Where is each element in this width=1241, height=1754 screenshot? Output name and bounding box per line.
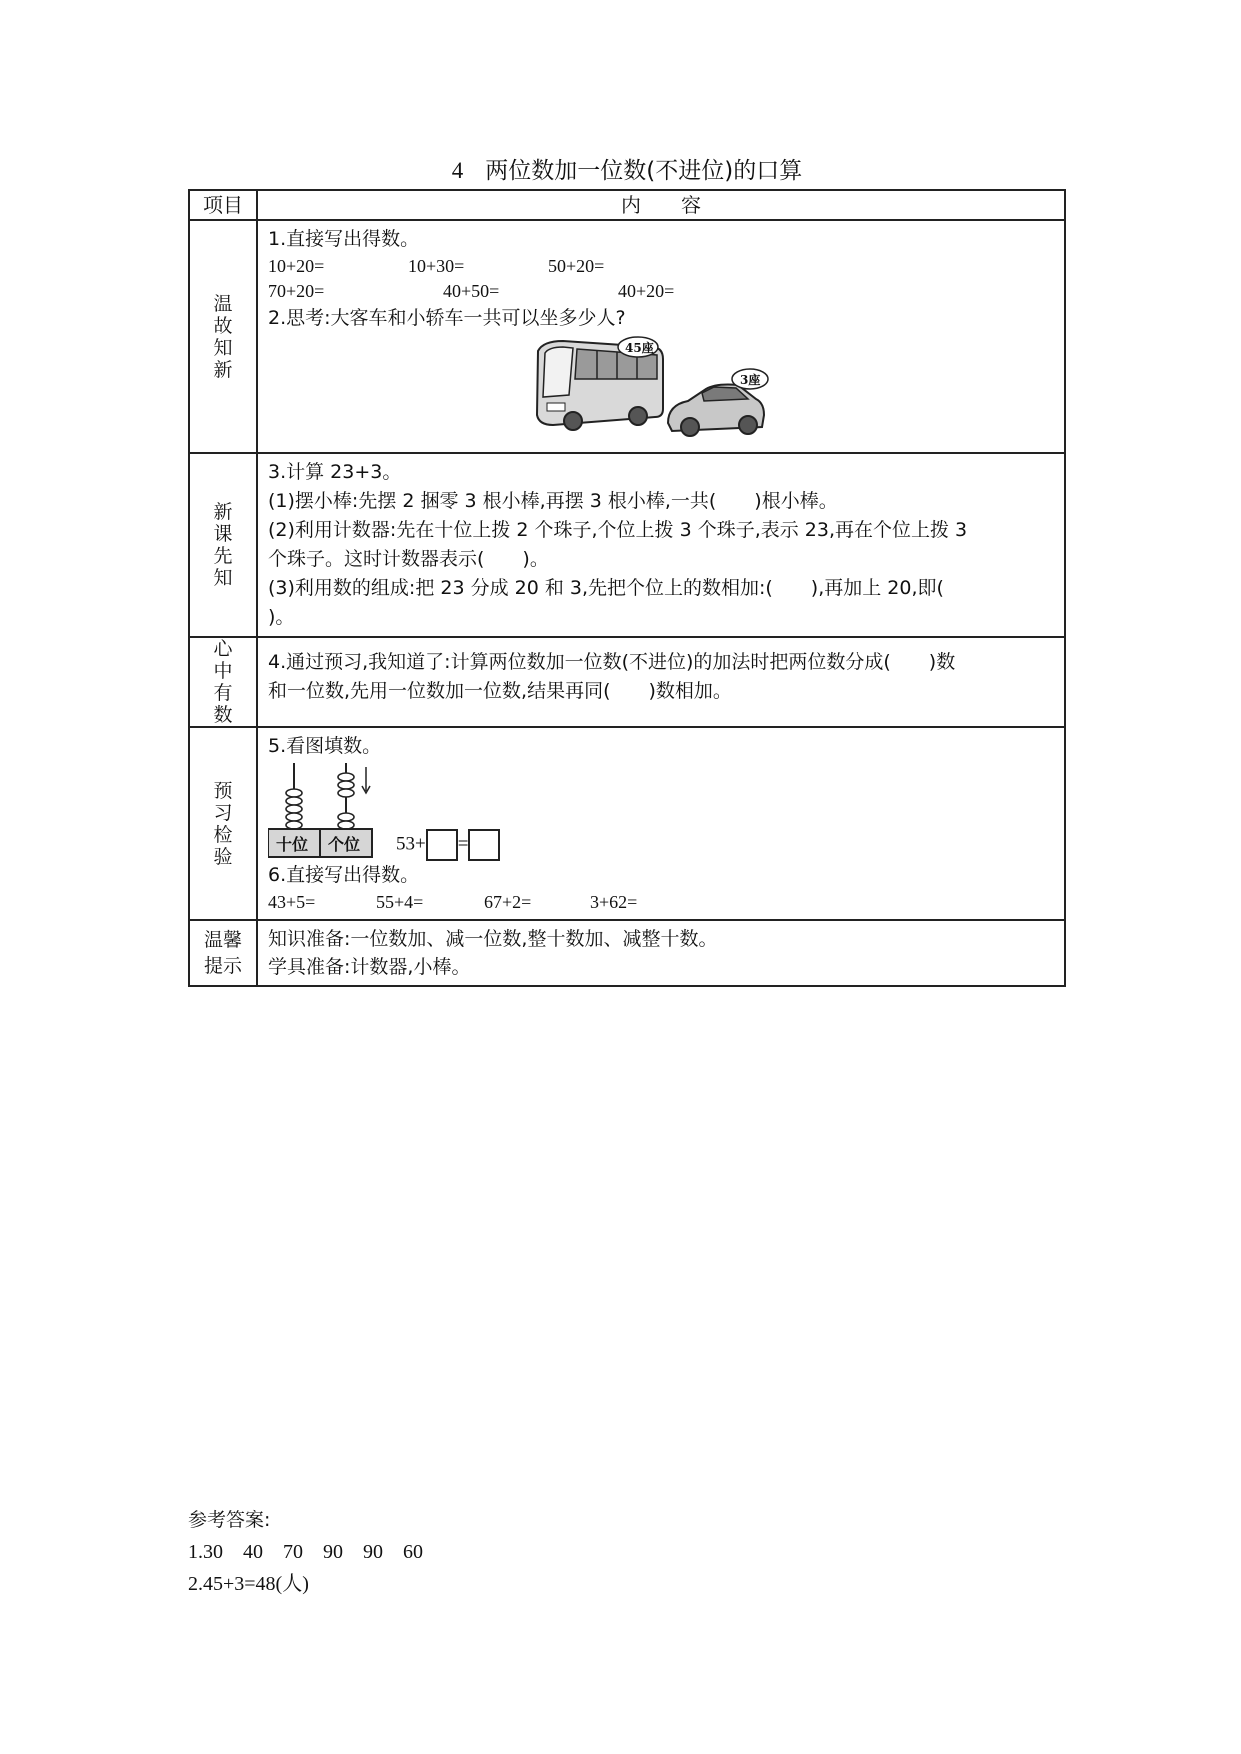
q5-eq-prefix: 53+	[396, 833, 426, 855]
q5-equation	[396, 829, 500, 861]
row-label: 心中有数	[189, 637, 257, 727]
q5-eq-equals: =	[457, 833, 469, 855]
answer-line-1: 1.30 40 70 90 90 60	[188, 1541, 423, 1563]
row-label: 新课先知	[189, 453, 257, 637]
q5-figure	[268, 761, 1056, 861]
bus-seat-label: 45座	[625, 341, 654, 355]
equation: 55+4=	[376, 892, 424, 912]
q3-part1: (1)摆小棒:先摆 2 捆零 3 根小棒,再摆 3 根小棒,一共( )根小棒。	[268, 490, 838, 512]
answer-box[interactable]	[468, 829, 500, 861]
row-label: 温馨提示	[189, 920, 257, 986]
tip-tools: 学具准备:计数器,小棒。	[268, 956, 471, 978]
equation: 10+30=	[408, 256, 465, 276]
table-row	[189, 727, 1065, 920]
answer-line-2: 2.45+3=48(人)	[188, 1573, 309, 1595]
car-seat-label: 3座	[740, 373, 761, 387]
header-content: 内 容	[257, 190, 1065, 220]
row-label: 预习检验	[189, 727, 257, 920]
table-row	[189, 920, 1065, 986]
row-content	[257, 220, 1065, 453]
abacus-ones-label: 个位	[328, 835, 361, 854]
row-label: 温故知新	[189, 220, 257, 453]
equation: 10+20=	[268, 256, 325, 276]
table-row	[189, 637, 1065, 727]
row-content	[257, 453, 1065, 637]
q1-equations-row1	[268, 254, 1056, 279]
equation: 70+20=	[268, 281, 325, 301]
bus-and-car-illustration	[268, 333, 1068, 448]
title-text: 两位数加一位数(不进位)的口算	[485, 158, 803, 184]
worksheet-table	[188, 189, 1066, 987]
q1-title: 1.直接写出得数。	[268, 228, 420, 250]
row-content	[257, 727, 1065, 920]
q3-title: 3.计算 23+3。	[268, 461, 402, 483]
q6-title: 6.直接写出得数。	[268, 864, 420, 886]
q1-equations-row2	[268, 279, 1056, 304]
abacus-tens-label: 十位	[276, 835, 309, 854]
title-number: 4	[451, 158, 464, 183]
q6-equations	[268, 890, 1056, 915]
equation: 3+62=	[590, 892, 638, 912]
car-icon	[668, 369, 768, 436]
table-row	[189, 220, 1065, 453]
vehicles-picture	[268, 333, 1056, 448]
q4-line2: 和一位数,先用一位数加一位数,结果再同( )数相加。	[268, 680, 732, 702]
equation: 43+5=	[268, 892, 316, 912]
equation: 67+2=	[484, 892, 532, 912]
header-item: 项目	[189, 190, 257, 220]
bus-icon	[537, 337, 663, 430]
table-header-row	[189, 190, 1065, 220]
q2-title: 2.思考:大客车和小轿车一共可以坐多少人?	[268, 307, 626, 329]
answer-heading: 参考答案:	[188, 1509, 271, 1531]
equation: 40+50=	[443, 281, 500, 301]
page-title	[188, 156, 1066, 186]
table-row	[189, 453, 1065, 637]
q3-part3-line2: )。	[268, 606, 295, 628]
answer-key	[188, 1504, 423, 1600]
q3-part2-line2: 个珠子。这时计数器表示( )。	[268, 548, 549, 570]
row-content	[257, 920, 1065, 986]
equation: 50+20=	[548, 256, 605, 276]
q3-part2-line1: (2)利用计数器:先在十位上拨 2 个珠子,个位上拨 3 个珠子,表示 23,再在个位上拨 3	[268, 519, 968, 541]
equation: 40+20=	[618, 281, 675, 301]
q3-part3-line1: (3)利用数的组成:把 23 分成 20 和 3,先把个位上的数相加:( ),再加上 20,即(	[268, 577, 944, 599]
answer-box[interactable]	[426, 829, 458, 861]
q4-line1: 4.通过预习,我知道了:计算两位数加一位数(不进位)的加法时把两位数分成( )数	[268, 651, 956, 673]
row-content	[257, 637, 1065, 727]
tip-knowledge: 知识准备:一位数加、减一位数,整十数加、减整十数。	[268, 928, 718, 950]
q5-title: 5.看图填数。	[268, 735, 382, 757]
